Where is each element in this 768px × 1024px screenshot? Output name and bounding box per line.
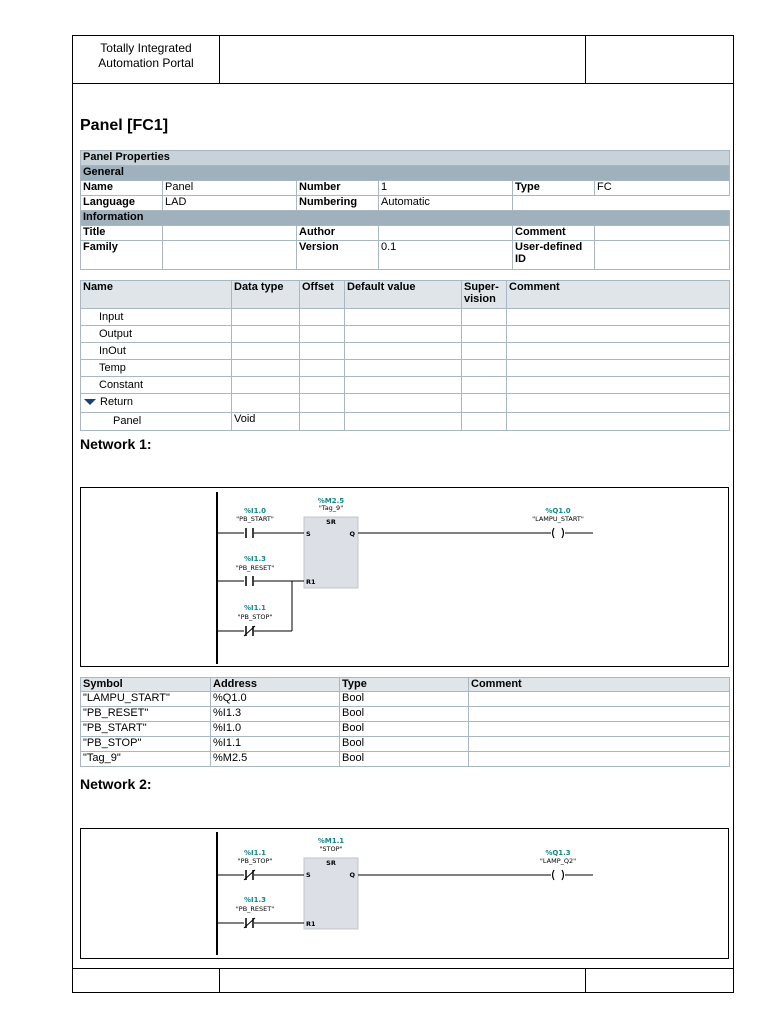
footer-left-cell	[73, 969, 220, 992]
sr-pin-r1: R1	[306, 578, 316, 586]
type-value: FC	[595, 181, 730, 196]
contact-no-icon	[246, 576, 253, 586]
network-1-title: Network 1:	[80, 436, 152, 452]
return-item-name: Panel	[81, 413, 232, 431]
comment-cell	[469, 737, 730, 752]
uid-value	[595, 241, 730, 270]
contact-2-symbol: "PB_RESET"	[235, 905, 275, 913]
contact-1-symbol: "PB_START"	[236, 515, 274, 523]
coil-address: %Q1.0	[545, 507, 571, 515]
contact-2-symbol: "PB_RESET"	[235, 564, 275, 572]
family-value	[163, 241, 297, 270]
coil-icon	[553, 870, 564, 880]
col-datatype: Data type	[232, 281, 300, 309]
interface-row-input: Input	[81, 309, 232, 326]
header-right-cell	[586, 36, 733, 83]
col-offset: Offset	[300, 281, 345, 309]
sr-symbol: "Tag_9"	[318, 504, 344, 512]
sr-name: SR	[326, 859, 336, 867]
general-section: General	[81, 166, 730, 181]
language-label: Language	[81, 196, 163, 211]
sr-pin-q: Q	[349, 530, 355, 538]
col-name: Name	[81, 281, 232, 309]
number-label: Number	[297, 181, 379, 196]
numbering-label: Numbering	[297, 196, 379, 211]
table-row	[81, 692, 730, 707]
sr-pin-q: Q	[349, 871, 355, 879]
sr-address: %M2.5	[317, 497, 345, 505]
table-row	[81, 707, 730, 722]
comment-cell	[469, 722, 730, 737]
sr-pin-r1: R1	[306, 920, 316, 928]
network-2-diagram	[80, 828, 729, 959]
return-label: Return	[100, 396, 134, 408]
col-comment: Comment	[507, 281, 730, 309]
comment-cell	[469, 752, 730, 767]
table-row	[81, 737, 730, 752]
type-cell: Bool	[340, 722, 469, 737]
title-label: Title	[81, 226, 163, 241]
name-value: Panel	[163, 181, 297, 196]
coil-address: %Q1.3	[545, 849, 571, 857]
address-cell: %M2.5	[211, 752, 340, 767]
sr-address: %M1.1	[317, 837, 345, 845]
footer-center-cell	[220, 969, 586, 992]
sr-block	[304, 858, 358, 929]
properties-table	[80, 150, 730, 270]
symbols-table	[80, 677, 730, 767]
comment-cell	[469, 707, 730, 722]
collapse-triangle-icon[interactable]	[84, 399, 96, 405]
symbol-cell: "PB_STOP"	[81, 737, 211, 752]
coil-icon	[553, 528, 564, 538]
symbol-cell: "LAMPU_START"	[81, 692, 211, 707]
header-line-1: Totally Integrated	[100, 41, 192, 55]
uid-label: User-defined ID	[513, 241, 595, 270]
version-value: 0.1	[379, 241, 513, 270]
title-value	[163, 226, 297, 241]
family-label: Family	[81, 241, 163, 270]
contact-nc-icon	[244, 626, 255, 636]
table-row	[81, 722, 730, 737]
properties-title: Panel Properties	[81, 151, 730, 166]
empty-cell	[513, 196, 730, 211]
comment-label: Comment	[513, 226, 595, 241]
contact-nc-icon	[244, 918, 255, 928]
header-line-2: Automation Portal	[98, 56, 194, 70]
page-footer	[72, 968, 734, 993]
network-1-ladder	[81, 488, 730, 668]
contact-2-address: %I1.3	[243, 555, 267, 563]
sym-col-symbol: Symbol	[81, 678, 211, 692]
network-2-title: Network 2:	[80, 776, 152, 792]
network-2-ladder	[81, 829, 730, 960]
contact-2-address: %I1.3	[243, 896, 267, 904]
type-cell: Bool	[340, 692, 469, 707]
network-1-diagram	[80, 487, 729, 667]
col-default: Default value	[345, 281, 462, 309]
contact-3-address: %I1.1	[243, 604, 267, 612]
col-supervision: Super-vision	[462, 281, 507, 309]
type-cell: Bool	[340, 752, 469, 767]
address-cell: %I1.3	[211, 707, 340, 722]
symbol-cell: "Tag_9"	[81, 752, 211, 767]
version-label: Version	[297, 241, 379, 270]
interface-table	[80, 280, 730, 431]
sr-pin-s: S	[306, 530, 311, 538]
contact-1-address: %I1.0	[243, 507, 267, 515]
coil-symbol: "LAMPU_START"	[532, 515, 584, 523]
interface-row-output: Output	[81, 326, 232, 343]
contact-1-address: %I1.1	[243, 849, 267, 857]
interface-row-temp: Temp	[81, 360, 232, 377]
symbol-cell: "PB_START"	[81, 722, 211, 737]
type-label: Type	[513, 181, 595, 196]
sym-col-comment: Comment	[469, 678, 730, 692]
comment-value	[595, 226, 730, 241]
sr-symbol: "STOP"	[319, 845, 343, 853]
page-header	[72, 35, 734, 84]
author-value	[379, 226, 513, 241]
language-value: LAD	[163, 196, 297, 211]
address-cell: %I1.1	[211, 737, 340, 752]
address-cell: %I1.0	[211, 722, 340, 737]
interface-row-constant: Constant	[81, 377, 232, 394]
sr-name: SR	[326, 518, 336, 526]
interface-row-inout: InOut	[81, 343, 232, 360]
address-cell: %Q1.0	[211, 692, 340, 707]
table-row	[81, 752, 730, 767]
symbol-cell: "PB_RESET"	[81, 707, 211, 722]
sr-pin-s: S	[306, 871, 311, 879]
contact-3-symbol: "PB_STOP"	[237, 613, 273, 621]
comment-cell	[469, 692, 730, 707]
numbering-value: Automatic	[379, 196, 513, 211]
type-cell: Bool	[340, 737, 469, 752]
author-label: Author	[297, 226, 379, 241]
block-title: Panel [FC1]	[80, 117, 169, 134]
sym-col-address: Address	[211, 678, 340, 692]
interface-row-return[interactable]	[81, 394, 232, 413]
header-center-cell	[220, 36, 586, 83]
header-logo-text	[73, 36, 220, 83]
information-section: Information	[81, 211, 730, 226]
name-label: Name	[81, 181, 163, 196]
contact-1-symbol: "PB_STOP"	[237, 857, 273, 865]
contact-nc-icon	[244, 870, 255, 880]
contact-no-icon	[246, 528, 253, 538]
number-value: 1	[379, 181, 513, 196]
sym-col-type: Type	[340, 678, 469, 692]
return-item-datatype: Void	[232, 413, 300, 431]
type-cell: Bool	[340, 707, 469, 722]
coil-symbol: "LAMP_Q2"	[539, 857, 577, 865]
